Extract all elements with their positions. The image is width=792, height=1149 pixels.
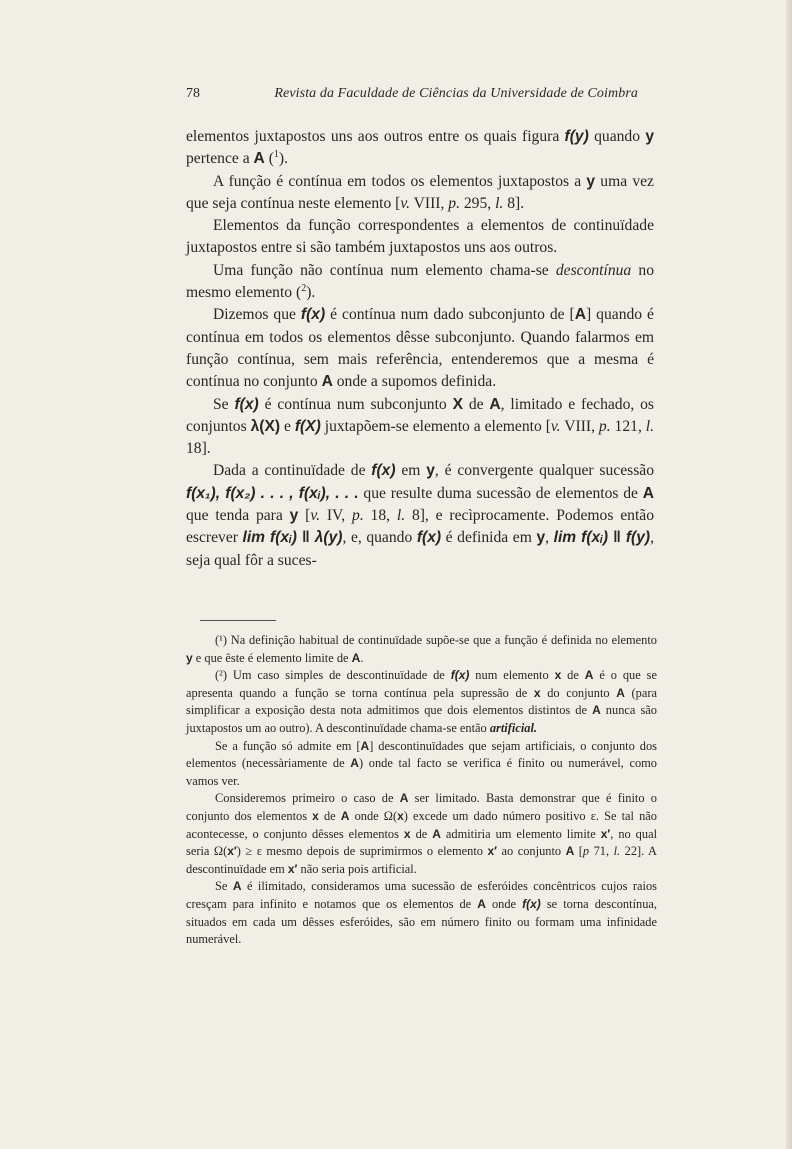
math-f-x: f(x) [522, 896, 541, 911]
text-span: se torna descontínua, situados em cada um dêsses esferóides, são em número finito ou formam uma infinidade numerável. [186, 896, 657, 947]
math-A: A [489, 395, 501, 413]
paragraph-7 [186, 460, 654, 571]
math-f-x: f(x) [234, 395, 259, 413]
paragraph-3: Elementos da função correspondentes a elementos de continuïdade juxtapostos entre si são também juxtapostos uns aos outros. [186, 217, 654, 257]
math-x-prime: x′ [600, 826, 611, 841]
term-descontinua: descontínua [555, 261, 632, 279]
footnote-divider [200, 620, 276, 621]
footnote-mark-1: (¹) [215, 633, 227, 647]
text-span: 18, [363, 507, 397, 525]
text-span: de [561, 668, 585, 683]
text-span: 121, [610, 417, 646, 435]
math-y: y [645, 128, 654, 145]
math-x-prime: x′ [287, 861, 298, 876]
text-span: ] quando é contínua em todos os elementos dêsse subconjunto. Quando falarmos em função contínua, sem mais referência, entenderemos que a mesma é contínua no conjunto [186, 306, 654, 391]
page-edge-shadow [786, 0, 792, 1149]
text-span: em [395, 462, 427, 480]
text-span: Se [215, 879, 233, 894]
text-span: A função é contínua em todos os elementos juxtapostos a [213, 172, 587, 190]
text-span: . [360, 650, 364, 665]
text-span: ) excede um dado número positivo ε. Se tal não acontecesse, o conjunto dêsses elementos [186, 808, 658, 841]
text-span: que tenda para [186, 507, 290, 525]
text-span: IV, [320, 507, 353, 525]
text-span: é contínua num subconjunto [258, 395, 453, 413]
math-A: A [360, 738, 370, 753]
footnote-1 [186, 632, 657, 667]
footnote-2 [186, 667, 657, 737]
footnote-2-para-3 [186, 790, 657, 878]
text-span: ). [278, 150, 288, 168]
ref-v: v. [400, 194, 411, 212]
text-span: 295, [459, 194, 496, 212]
text-span: 71, [589, 844, 614, 859]
running-header [186, 86, 638, 106]
math-A: A [616, 685, 625, 700]
math-f-X: f(X) [294, 417, 321, 435]
footnote-ref-1[interactable]: 1 [273, 149, 279, 161]
ref-l: l. [613, 844, 621, 859]
text-span: (para simplificar a exposição desta nota admitimos que dois elementos distintos de [186, 685, 657, 718]
footnotes [186, 632, 657, 949]
text-span: , no qual seria Ω( [186, 826, 658, 859]
paragraph-4 [186, 260, 654, 305]
text-span: Consideremos primeiro o caso de [215, 791, 400, 806]
text-span: ser limitado. Basta demonstrar que é finito o conjunto dos elementos [186, 791, 657, 823]
math-x: x [554, 668, 562, 683]
math-A: A [565, 844, 575, 859]
text-span: e que êste é elemento limite de [192, 650, 352, 665]
text-span: pertence a [186, 150, 254, 168]
journal-title: Revista da Faculdade de Ciências da Universidade de Coimbra [274, 86, 638, 101]
text-span: [ [298, 507, 311, 525]
footnote-2-para-4 [186, 878, 657, 948]
math-x: x [312, 808, 319, 823]
math-x: x [397, 808, 404, 823]
text-span: , é convergente qualquer sucessão [434, 462, 654, 480]
paragraph-5 [186, 304, 654, 393]
text-span: quando [588, 128, 646, 145]
footnote-2-para-2 [186, 738, 657, 791]
math-A: A [432, 826, 441, 841]
ref-p: p. [352, 507, 364, 525]
ref-p: p. [448, 194, 460, 212]
text-span: nunca são juxtapostos um ao outro). A descontinuïdade chama-se então [186, 703, 657, 735]
text-span: ao conjunto [497, 844, 566, 859]
text-span: ). [306, 284, 316, 302]
page-number: 78 [186, 86, 200, 101]
text-span: onde a supomos definida. [332, 373, 497, 391]
text-span: uma vez que seja contínua neste elemento [ [186, 172, 654, 212]
text-span: , [545, 529, 554, 547]
text-span: 22]. A descontinuïdade em [186, 844, 657, 876]
text-span: juxtapõem-se elemento a elemento [ [320, 417, 551, 435]
text-span: de [462, 395, 490, 413]
ref-p: p. [598, 417, 611, 435]
text-span: admitiria um elemento limite [440, 826, 601, 841]
math-x: x [403, 826, 411, 841]
math-A: A [477, 896, 486, 911]
text-span: , e, quando [342, 529, 417, 547]
math-f-y: f(y) [564, 128, 589, 145]
math-A: A [642, 484, 654, 502]
math-A: A [592, 703, 601, 718]
footnote-mark-2: (²) [215, 668, 227, 683]
text-span: , limitado e fechado, os conjuntos [186, 395, 654, 435]
text-span: onde [485, 896, 523, 911]
math-X: X [452, 395, 463, 413]
text-span: no mesmo elemento ( [186, 261, 654, 302]
text-span: ( [264, 150, 274, 168]
math-y: y [289, 507, 299, 525]
text-span: ) ≥ ε mesmo depois de suprimirmos o elemento [236, 844, 488, 859]
math-f-x: f(x) [450, 668, 470, 683]
text-span: do conjunto [540, 685, 617, 700]
paragraph-2 [186, 171, 654, 216]
math-A: A [584, 668, 594, 683]
text-span: Na definição habitual de continuïdade supõe-se que a função é definida no elemento [226, 633, 657, 647]
math-y: y [536, 529, 546, 547]
math-x-prime: x′ [227, 844, 237, 859]
text-span: ) onde tal facto se verifica é finito ou numerável, como vamos ver. [186, 756, 657, 788]
math-A: A [574, 306, 587, 324]
text-span: de [318, 808, 341, 823]
text-span: é o que se apresenta quando a função se torna contínua pela supressão de [186, 668, 657, 700]
math-A: A [350, 756, 359, 771]
math-A: A [399, 791, 409, 806]
text-span: Se a função só admite em [ [215, 738, 361, 753]
text-span: , seja qual fôr a suces- [186, 529, 654, 569]
text-span: Dada a continuïdade de [213, 462, 372, 480]
math-y: y [426, 462, 435, 480]
text-span: que resulte duma sucessão de elementos de [358, 484, 643, 502]
text-span: Uma função não contínua num elemento chama-se [213, 261, 556, 279]
ref-v: v. [310, 507, 320, 525]
text-span: 18]. [186, 440, 211, 458]
text-span: Se [213, 395, 235, 413]
text-span: Dizemos que [213, 306, 301, 324]
math-x-prime: x′ [487, 844, 498, 859]
ref-l: l. [495, 194, 504, 212]
text-span: VIII, [410, 194, 449, 212]
math-A: A [253, 150, 265, 168]
math-sequence: f(x₁), f(x₂) . . . , f(xᵢ), . . . [186, 484, 359, 502]
term-artificial: artificial. [489, 720, 537, 735]
math-f-x: f(x) [300, 306, 326, 324]
text-span: é contínua num dado subconjunto de [ [325, 306, 575, 324]
math-A: A [321, 373, 333, 391]
text-span: é definida em [441, 529, 537, 547]
math-A: A [351, 650, 361, 665]
ref-v: v. [550, 417, 561, 435]
ref-p: p [582, 844, 590, 859]
text-span: elementos juxtapostos uns aos outros entre os quais figura [186, 128, 565, 145]
math-A: A [340, 808, 350, 823]
text-span: 8], e recìprocamente. Podemos então escrever [186, 507, 655, 547]
math-limit-f-y: lim f(xᵢ) ‖ f(y) [553, 529, 651, 547]
text-span: 8]. [503, 194, 525, 212]
math-lambda-X: λ(X) [250, 417, 281, 435]
math-y: y [586, 172, 596, 190]
text-span: e [280, 417, 295, 435]
math-limit-lambda: lim f(xᵢ) ‖ λ(y) [242, 529, 343, 547]
text-span: VIII, [560, 417, 599, 435]
paragraph-1 [186, 126, 654, 171]
math-f-x: f(x) [371, 462, 396, 480]
math-f-x: f(x) [416, 529, 442, 547]
text-span: num elemento [469, 668, 555, 683]
text-span: não seria pois artificial. [297, 861, 417, 876]
text-span: onde Ω( [349, 808, 398, 823]
main-text [186, 126, 654, 572]
math-A: A [232, 879, 242, 894]
ref-l: l. [645, 417, 655, 435]
math-y: y [186, 650, 193, 665]
text-span: [ [574, 844, 583, 859]
ref-l: l. [396, 507, 406, 525]
text-span: ] descontinuïdades que sejam artificiais, o conjunto dos elementos (necessàriamente de [186, 738, 657, 771]
paragraph-6 [186, 394, 654, 461]
footnote-ref-2[interactable]: 2 [301, 282, 307, 294]
text-span: é ilimitado, consideramos uma sucessão de esferóides concêntricos cujos raios cresçam para infinito e notamos que os elementos de [186, 879, 657, 911]
text-span: de [410, 826, 433, 841]
math-x: x [533, 685, 541, 700]
text-span: Um caso simples de descontinuïdade de [226, 668, 451, 683]
